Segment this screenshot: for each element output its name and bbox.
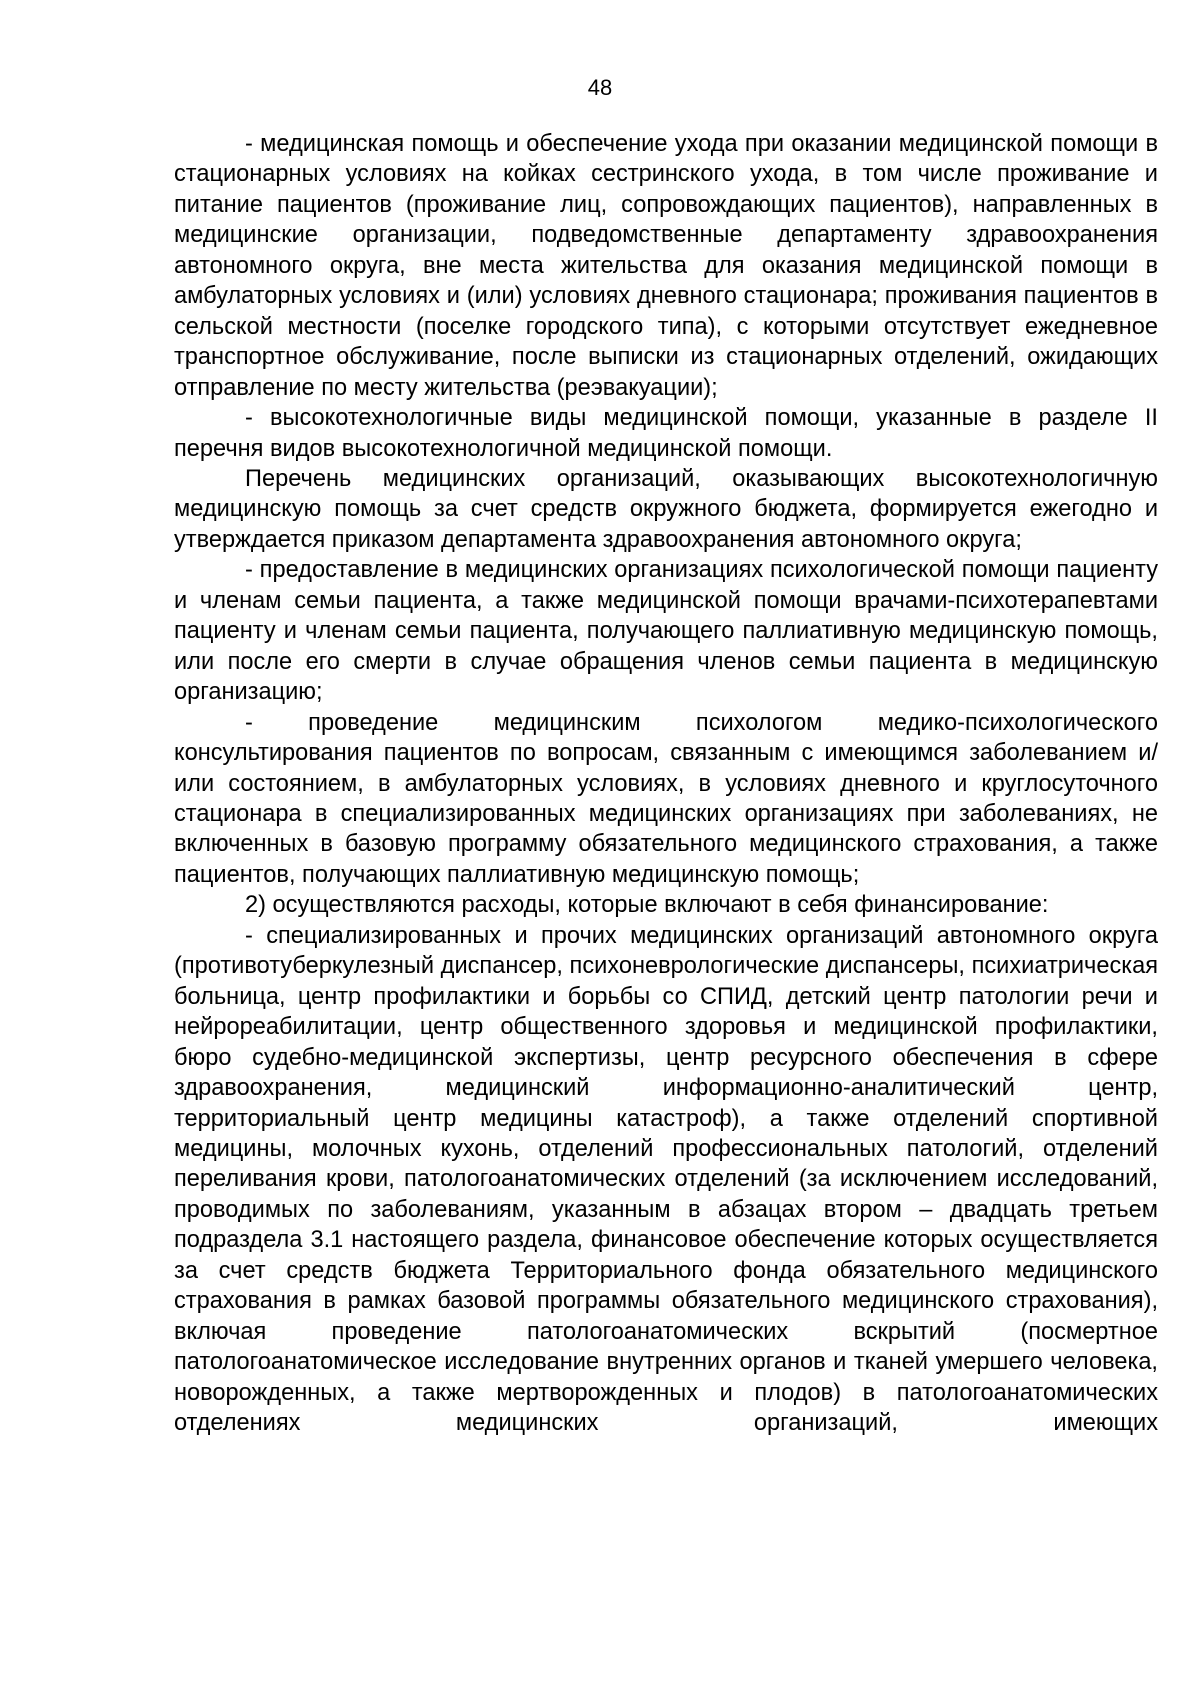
document-body xyxy=(174,129,1158,1438)
paragraph-psychologist-counseling: - проведение медицинским психологом медико-психологического консультирования пациентов по вопросам, связанным с имеющимся заболеванием и/или состоянием, в амбулаторных условиях, в условиях дневного и круглосуточного стационара в специализированных медицинских организациях при заболеваниях, не включенных в базовую программу обязательного медицинского страхования, а также пациентов, получающих паллиативную медицинскую помощь; xyxy=(174,709,1158,888)
page-number: 48 xyxy=(587,75,613,100)
paragraph-expenses-intro: 2) осуществляются расходы, которые включают в себя финансирование: xyxy=(245,892,1049,919)
paragraph-specialized-organizations: - специализированных и прочих медицинских организаций автономного округа (противотуберкулезный диспансер, психоневрологические диспансеры, психиатрическая больница, центр профилактики и борьбы со СПИД, детский центр патологии речи и нейрореабилитации, центр общественного здоровья и медицинской профилактики, бюро судебно-медицинской экспертизы, центр ресурсного обеспечения в сфере здравоохранения, медицинский информационно-аналитический центр, территориальный центр медицины катастроф), а также отделений спортивной медицины, молочных кухонь, отделений профессиональных патологий, отделений переливания крови, патологоанатомических отделений (за исключением исследований, проводимых по заболеваниям, указанным в абзацах втором – двадцать третьем подраздела 3.1 настоящего раздела, финансовое обеспечение которых осуществляется за счет средств бюджета Территориального фонда обязательного медицинского страхования в рамках базовой программы обязательного медицинского страхования), включая проведение патологоанатомических вскрытий (посмертное патологоанатомическое исследование внутренних органов и тканей умершего человека, новорожденных, а также мертворожденных и плодов) в патологоанатомических отделениях медицинских организаций, имеющих xyxy=(174,922,1158,1437)
paragraph-high-tech-care: - высокотехнологичные виды медицинской помощи, указанные в разделе II перечня видов высокотехнологичной медицинской помощи. xyxy=(174,405,1158,462)
paragraph-nursing-care: - медицинская помощь и обеспечение ухода при оказании медицинской помощи в стационарных условиях на койках сестринского ухода, в том числе проживание и питание пациентов (проживание лиц, сопровождающих пациентов), направленных в медицинские организации, подведомственные департаменту здравоохранения автономного округа, вне места жительства для оказания медицинской помощи в амбулаторных условиях и (или) условиях дневного стационара; проживания пациентов в сельской местности (поселке городского типа), с которыми отсутствует ежедневное транспортное обслуживание, после выписки из стационарных отделений, ожидающих отправление по месту жительства (реэвакуации); xyxy=(174,131,1158,401)
paragraph-organization-list: Перечень медицинских организаций, оказывающих высокотехнологичную медицинскую помощь за счет средств окружного бюджета, формируется ежегодно и утверждается приказом департамента здравоохранения автономного округа; xyxy=(174,465,1158,553)
paragraph-psychological-help: - предоставление в медицинских организациях психологической помощи пациенту и членам семьи пациента, а также медицинской помощи врачами-психотерапевтами пациенту и членам семьи пациента, получающего паллиативную медицинскую помощь, или после его смерти в случае обращения членов семьи пациента в медицинскую организацию; xyxy=(174,557,1158,706)
